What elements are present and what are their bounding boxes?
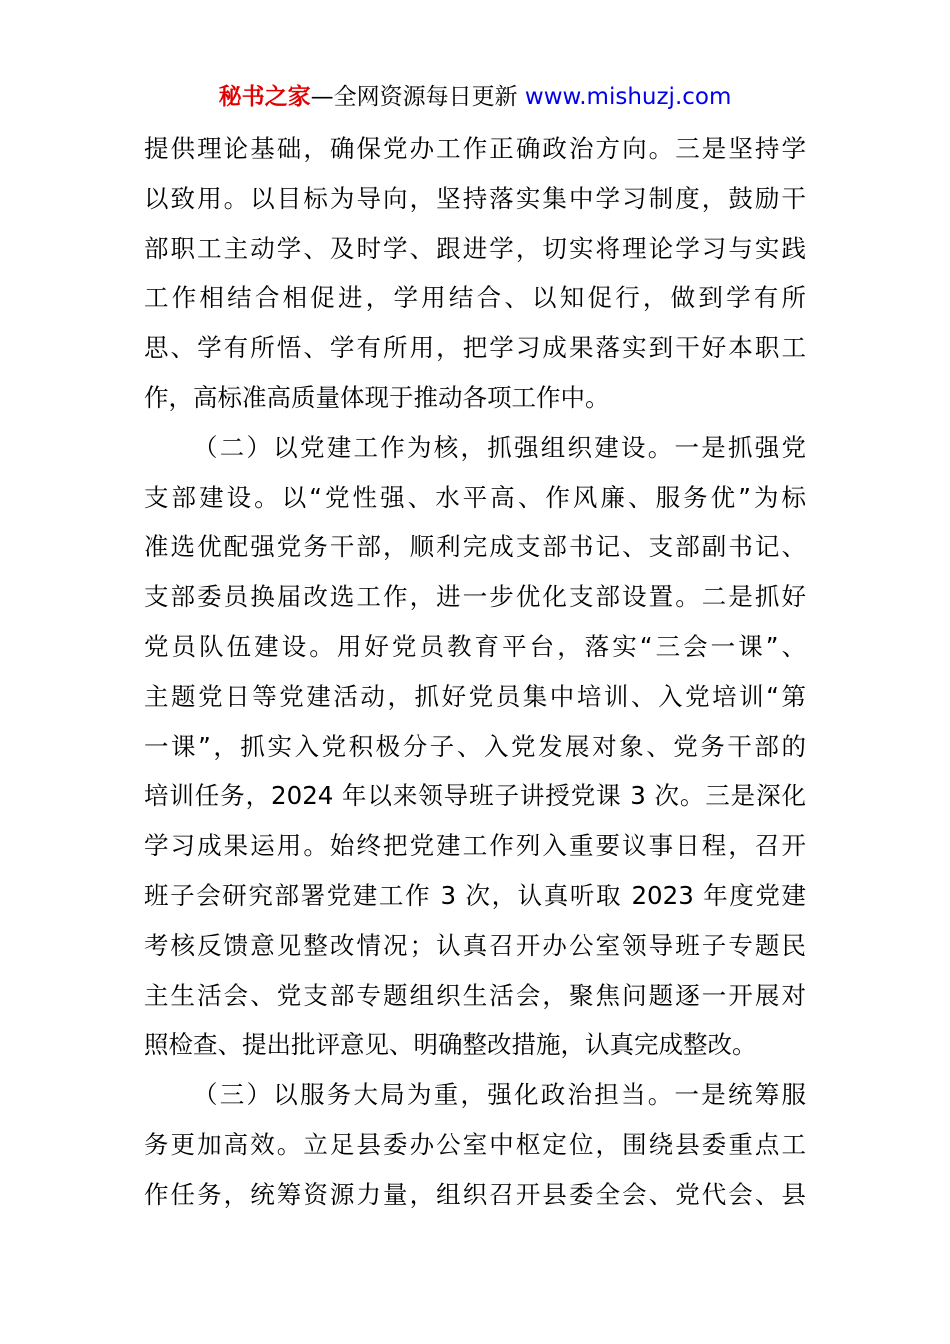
text-line: 以致用。以目标为导向，坚持落实集中学习制度，鼓励干 [144,183,806,213]
text-line: 一课”，抓实入党积极分子、入党发展对象、党务干部的 [144,731,806,761]
paragraph-heading-line: （三）以服务大局为重，强化政治担当。一是统筹服 [193,1080,806,1110]
text-line: 学习成果运用。始终把党建工作列入重要议事日程，召开 [144,831,806,861]
text-line: 支部建设。以“党性强、水平高、作风廉、服务优”为标 [144,482,806,512]
text-line: 支部委员换届改选工作，进一步优化支部设置。二是抓好 [144,582,806,612]
text-line: 考核反馈意见整改情况；认真召开办公室领导班子专题民 [144,930,806,960]
text-line: 思、学有所悟、学有所用，把学习成果落实到干好本职工 [144,333,806,363]
text-line: 党员队伍建设。用好党员教育平台，落实“三会一课”、 [144,631,806,661]
text-line: 作，高标准高质量体现于推动各项工作中。 [144,382,610,412]
text-line: 照检查、提出批评意见、明确整改措施，认真完成整改。 [144,1030,757,1060]
text-line: 部职工主动学、及时学、跟进学，切实将理论学习与实践 [144,233,806,263]
text-line: 主生活会、党支部专题组织生活会，聚焦问题逐一开展对 [144,980,806,1010]
header-slogan: —全网资源每日更新 [310,84,518,110]
text-line: 班子会研究部署党建工作 3 次，认真听取 2023 年度党建 [144,880,806,910]
site-url-link[interactable]: www.mishuzj.com [524,84,732,110]
text-line: 准选优配强党务干部，顺利完成支部书记、支部副书记、 [144,532,806,562]
paragraph-heading-line: （二）以党建工作为核，抓强组织建设。一是抓强党 [193,432,806,462]
text-line: 培训任务，2024 年以来领导班子讲授党课 3 次。三是深化 [144,781,806,811]
brand-name: 秘书之家 [218,84,311,110]
text-line: 务更加高效。立足县委办公室中枢定位，围绕县委重点工 [144,1129,806,1159]
document-body [144,124,806,1220]
text-line: 工作相结合相促进，学用结合、以知促行，做到学有所 [144,283,806,313]
site-header [0,82,950,112]
text-line: 提供理论基础，确保党办工作正确政治方向。三是坚持学 [144,134,806,163]
text-line: 作任务，统筹资源力量，组织召开县委全会、党代会、县 [144,1179,806,1209]
text-line: 主题党日等党建活动，抓好党员集中培训、入党培训“第 [144,681,806,711]
